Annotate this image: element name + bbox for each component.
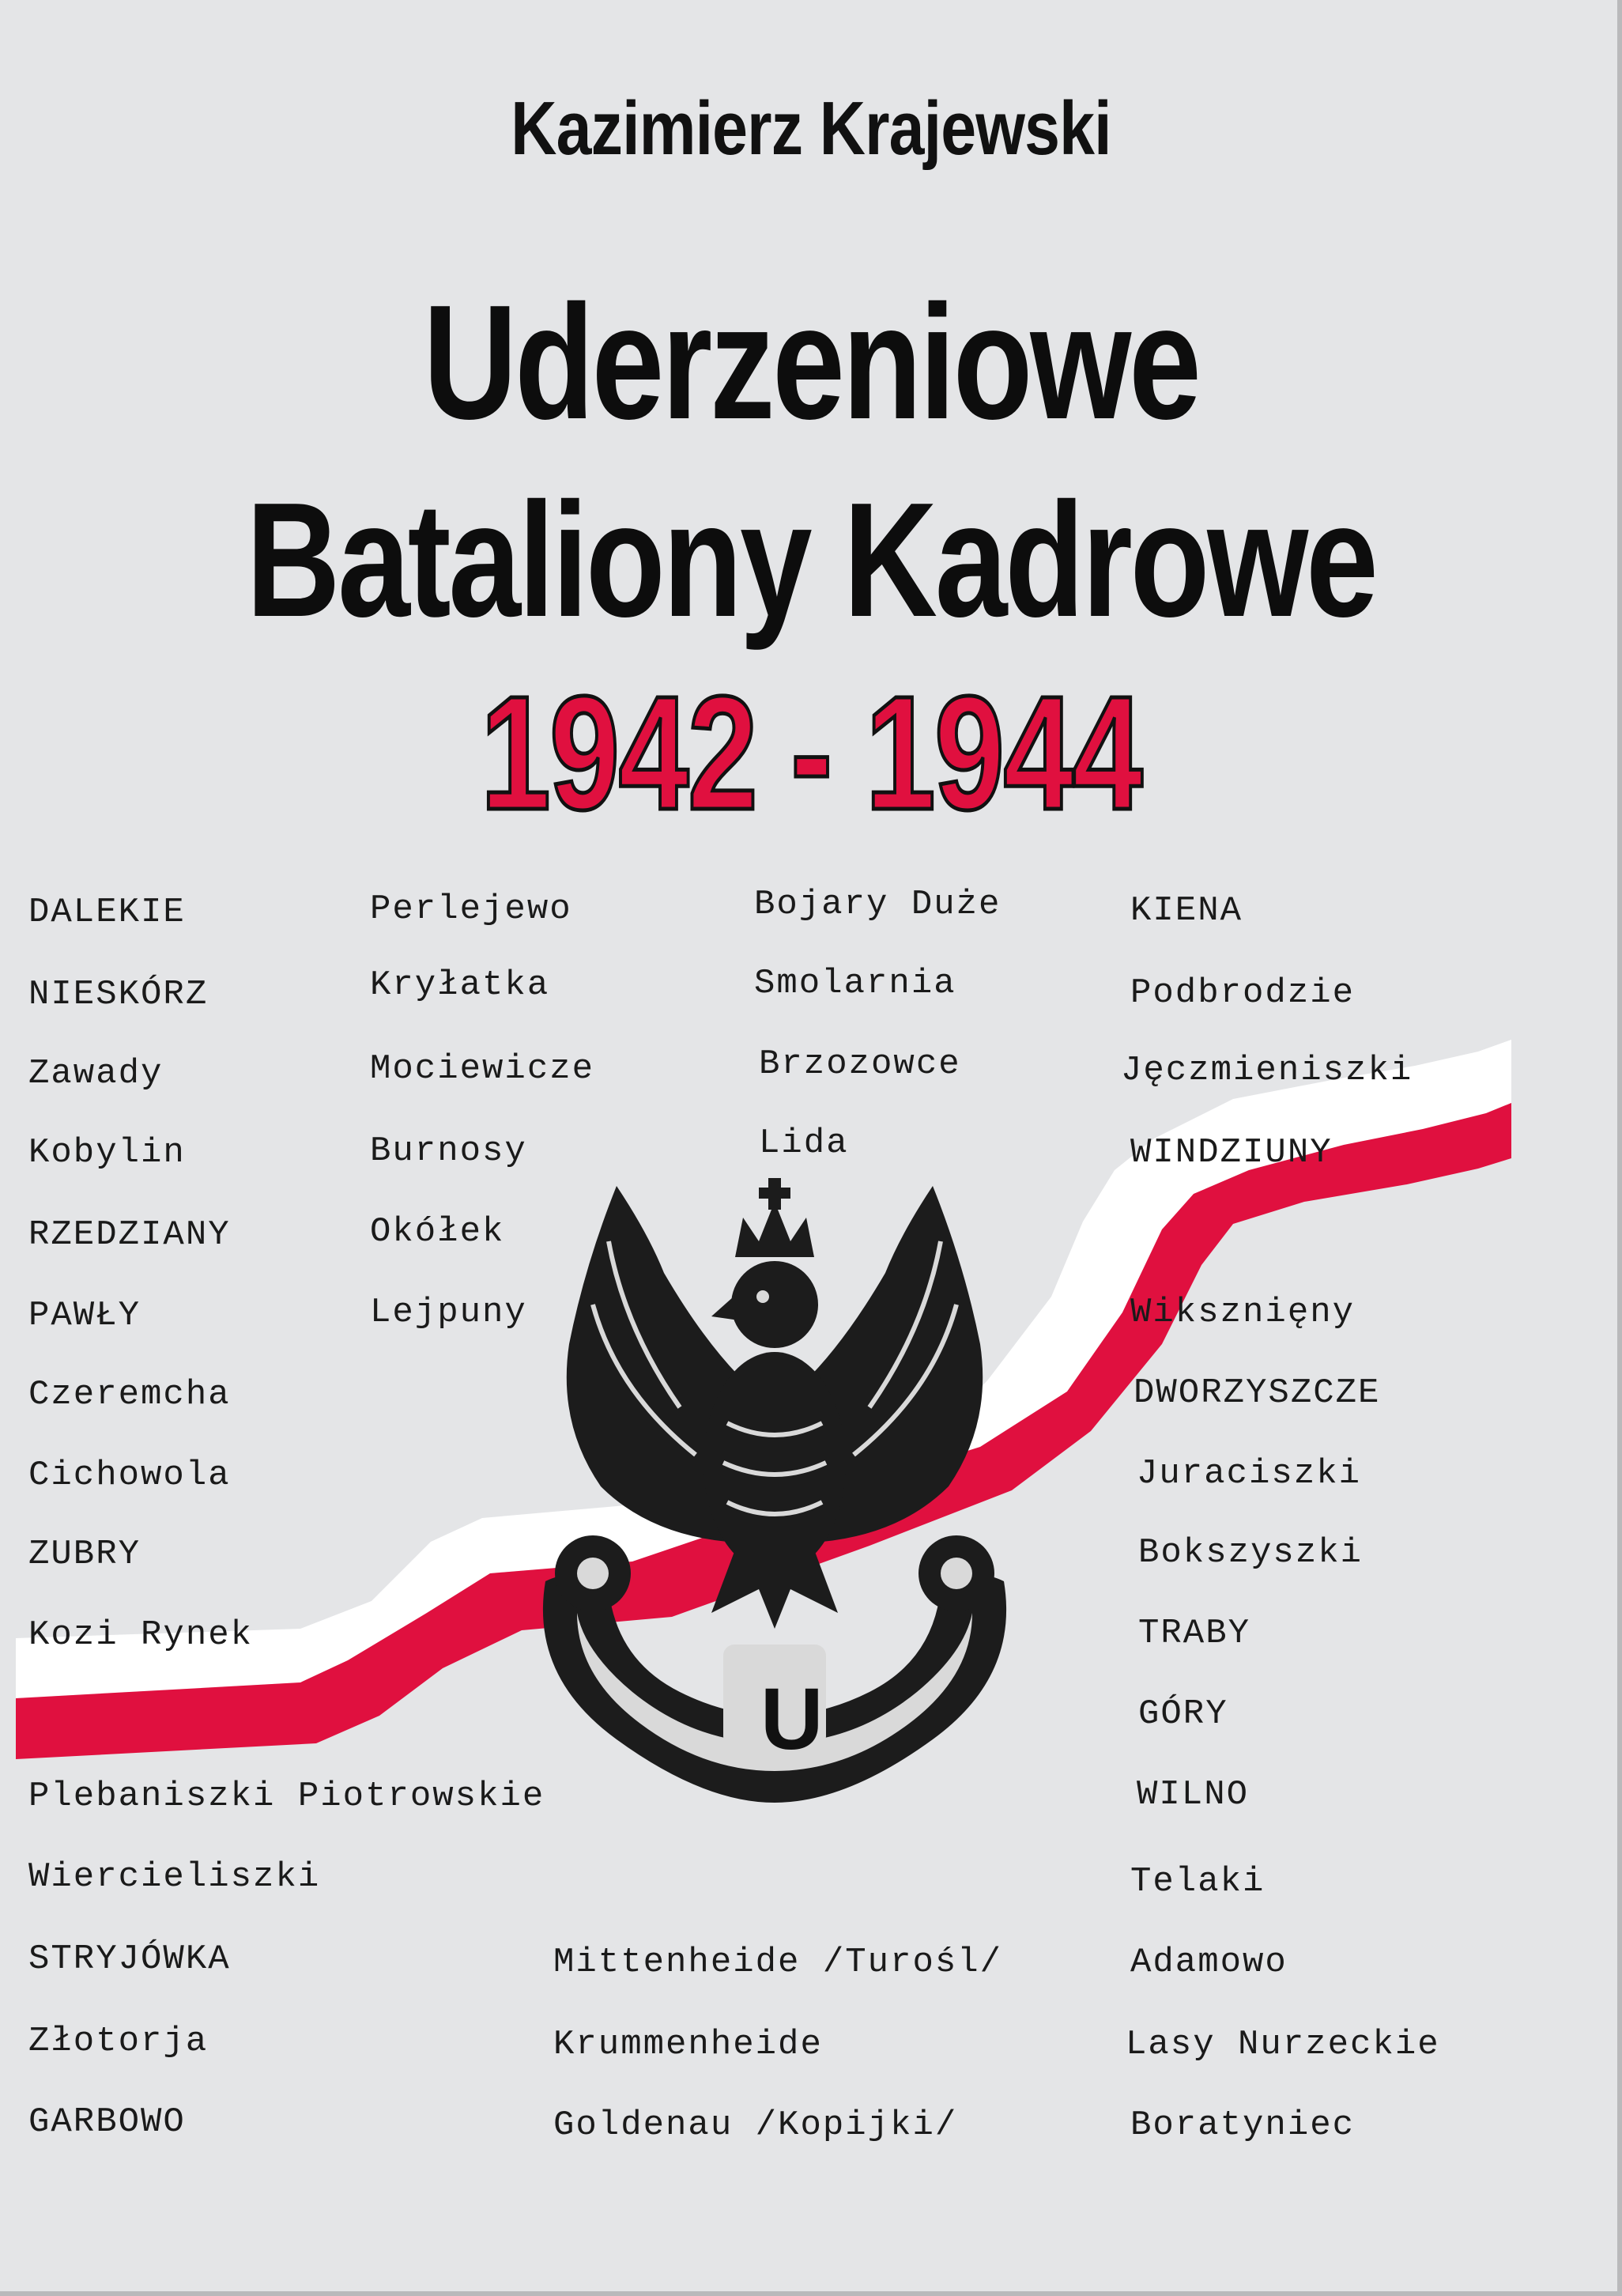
place-name: STRYJÓWKA (28, 1939, 231, 1979)
title-line-2: Bataliony Kadrowe (246, 469, 1376, 651)
place-name: RZEDZIANY (28, 1215, 231, 1255)
place-name: Cichowola (28, 1456, 231, 1495)
place-name: Krummenheide (553, 2025, 823, 2064)
place-name: Adamowo (1130, 1943, 1288, 1982)
year-range: 1942 - 1944 (480, 663, 1142, 844)
place-name: GÓRY (1138, 1694, 1228, 1734)
place-name: NIESKÓRZ (28, 975, 209, 1014)
place-name: Juraciszki (1137, 1454, 1362, 1494)
place-name: Jęczmieniszki (1121, 1051, 1413, 1090)
place-name: WINDZIUNY (1130, 1133, 1333, 1173)
place-name: GARBOWO (28, 2102, 186, 2142)
emblem-letter: U (760, 1671, 824, 1768)
place-name: Bokszyszki (1138, 1533, 1364, 1573)
place-name: Zawady (28, 1054, 164, 1093)
place-name: Mociewicze (370, 1049, 595, 1089)
place-name: Goldenau /Kopijki/ (553, 2105, 958, 2145)
place-name: Bojary Duże (754, 885, 1001, 924)
place-name: Smolarnia (754, 964, 956, 1003)
place-name: ZUBRY (28, 1535, 141, 1574)
place-name: WILNO (1137, 1775, 1250, 1815)
place-name: DALEKIE (28, 893, 186, 932)
place-name: Lida (759, 1123, 849, 1163)
place-name: KIENA (1130, 891, 1243, 931)
place-name: Podbrodzie (1130, 973, 1356, 1013)
place-name: DWORZYSZCZE (1134, 1373, 1381, 1413)
place-name: Plebaniszki Piotrowskie (28, 1777, 545, 1816)
place-name: Okółek (370, 1212, 505, 1252)
place-name: Burnosy (370, 1131, 527, 1171)
place-name: Kobylin (28, 1133, 186, 1173)
place-name: Boratyniec (1130, 2105, 1356, 2145)
author-name: Kazimierz Krajewski (511, 86, 1111, 171)
place-name: Kozi Rynek (28, 1615, 254, 1655)
place-name: Kryłatka (370, 965, 550, 1005)
place-name: Telaki (1130, 1862, 1266, 1901)
place-name: Lejpuny (370, 1293, 527, 1332)
place-name: Wiksznięny (1130, 1293, 1356, 1332)
place-name: Wiercieliszki (28, 1857, 321, 1897)
place-name: Lasy Nurzeckie (1126, 2025, 1440, 2064)
place-name: PAWŁY (28, 1296, 141, 1335)
place-name: TRABY (1138, 1614, 1251, 1653)
title-line-1: Uderzeniowe (423, 271, 1199, 453)
place-name: Złotorja (28, 2022, 209, 2061)
place-name: Czeremcha (28, 1375, 231, 1414)
place-name: Perlejewo (370, 889, 572, 929)
place-name: Mittenheide /Turośl/ (553, 1943, 1003, 1982)
place-name: Brzozowce (759, 1044, 961, 1084)
